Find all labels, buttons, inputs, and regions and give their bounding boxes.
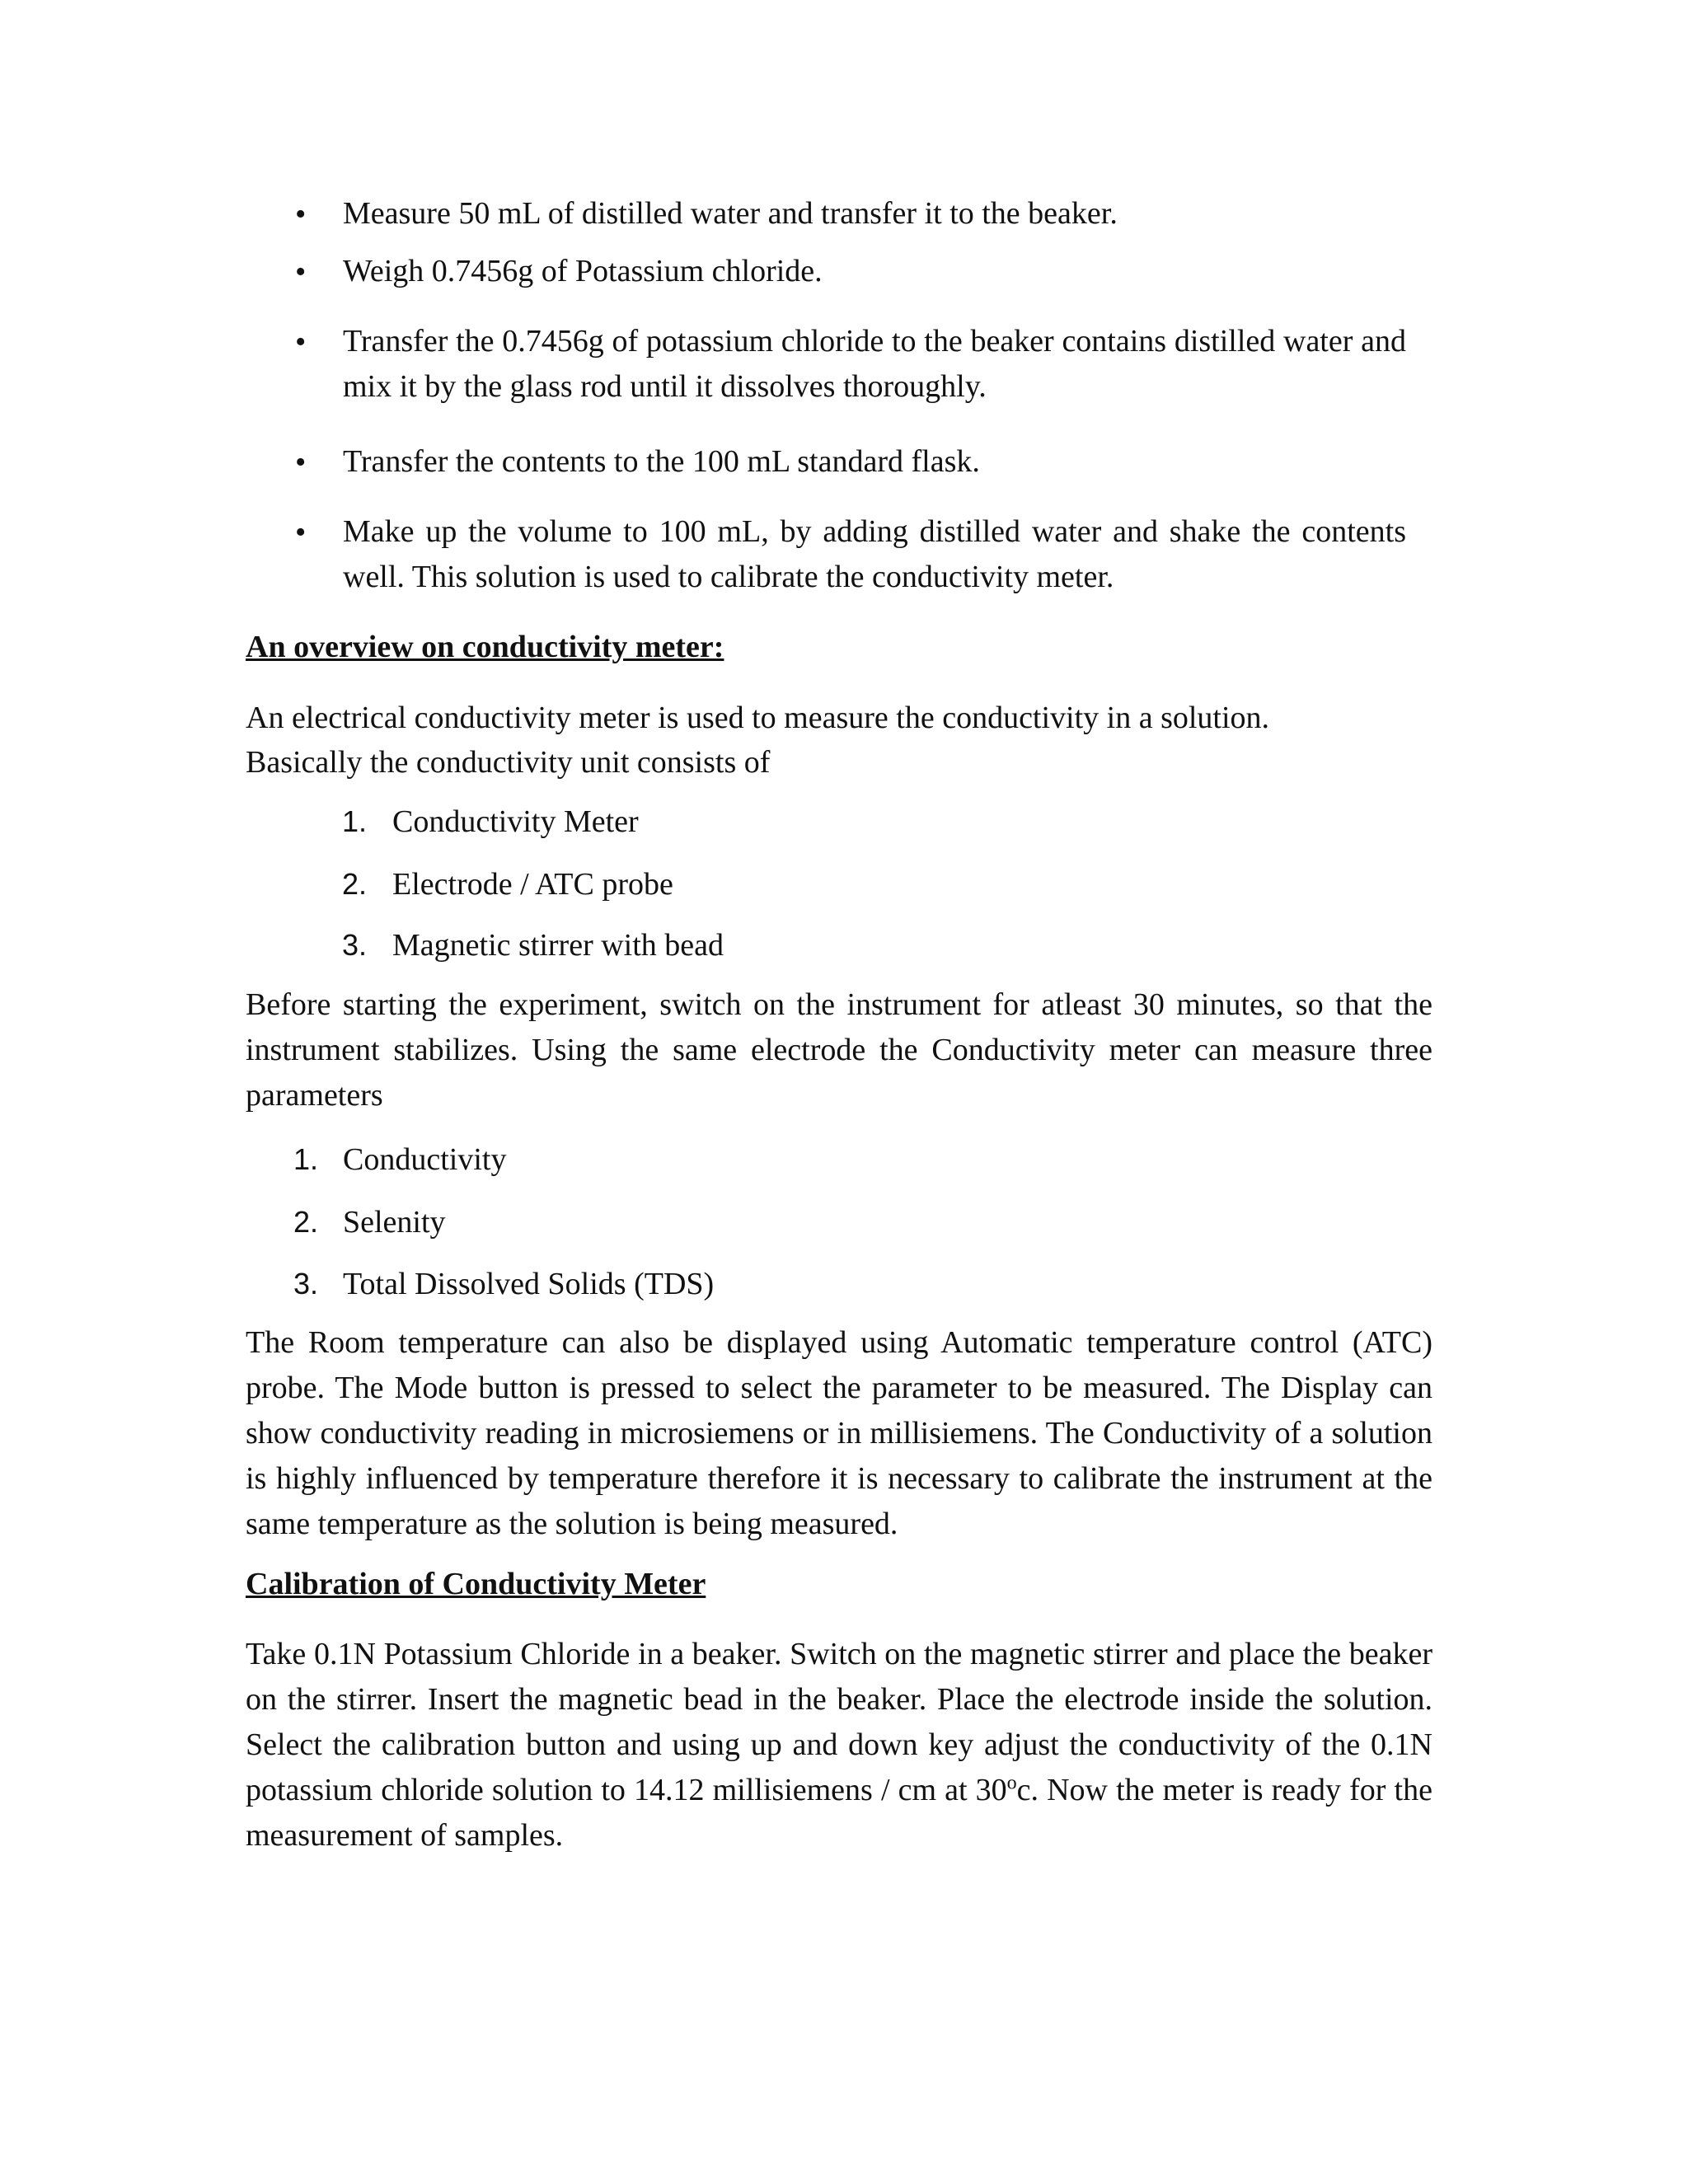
bullet-marker: • bbox=[295, 515, 307, 550]
component-item: Electrode / ATC probe bbox=[392, 867, 673, 902]
calibration-text-main: Take 0.1N Potassium Chloride in a beaker. Switch on the magnetic stirrer and place the beaker on the stirrer. Insert the magnetic bead in the beaker. Place the electrode inside the solution. Select the calibration button and using up and down key adjust the conductivity of the 0.1N potassium chloride solution to 14.12 millisiemens / cm at 30 bbox=[246, 1637, 1432, 1807]
bullet-marker: • bbox=[295, 255, 307, 289]
component-item: Conductivity Meter bbox=[392, 804, 639, 839]
procedure-step-1: Measure 50 mL of distilled water and transfer it to the beaker. bbox=[343, 196, 1118, 231]
parameter-number: 1. bbox=[293, 1142, 319, 1176]
degree-superscript: o bbox=[1006, 1772, 1017, 1794]
overview-paragraph-2: Before starting the experiment, switch on the instrument for atleast 30 minutes, so that the instrument stabilizes. Using the same electrode the Conductivity meter can measure three parameters bbox=[246, 987, 1432, 1113]
procedure-step-4: Transfer the contents to the 100 mL standard flask. bbox=[343, 444, 980, 479]
overview-heading: An overview on conductivity meter: bbox=[246, 630, 724, 664]
parameter-number: 2. bbox=[293, 1205, 319, 1239]
overview-paragraph-3: The Room temperature can also be displayed using Automatic temperature control (ATC) probe. The Mode button is pressed to select the parameter to be measured. The Display can show conductivity reading in microsiemens or in millisiemens. The Conductivity of a solution is highly influenced by temperature therefore it is necessary to calibrate the instrument at the same temperature as the solution is being measured. bbox=[246, 1325, 1432, 1541]
procedure-step-3: Transfer the 0.7456g of potassium chloride to the beaker contains distilled water and mix it by the glass rod until it dissolves thoroughly. bbox=[343, 324, 1406, 404]
component-number: 2. bbox=[342, 867, 368, 901]
overview-intro-line1: An electrical conductivity meter is used to measure the conductivity in a solution. bbox=[246, 701, 1270, 735]
bullet-marker: • bbox=[295, 197, 307, 232]
component-number: 1. bbox=[342, 804, 368, 838]
bullet-marker: • bbox=[295, 325, 307, 359]
procedure-step-5: Make up the volume to 100 mL, by adding distilled water and shake the contents well. This solution is used to calibrate the conductivity meter. bbox=[343, 514, 1406, 594]
calibration-paragraph bbox=[246, 1632, 1432, 1858]
parameter-item: Total Dissolved Solids (TDS) bbox=[343, 1267, 715, 1301]
overview-intro-line2: Basically the conductivity unit consists of bbox=[246, 745, 771, 780]
component-item: Magnetic stirrer with bead bbox=[392, 928, 724, 963]
bullet-marker: • bbox=[295, 445, 307, 480]
parameter-number: 3. bbox=[293, 1267, 319, 1301]
calibration-text-end: c. Now the meter is ready for the measurement of samples. bbox=[246, 1773, 1432, 1853]
procedure-step-2: Weigh 0.7456g of Potassium chloride. bbox=[343, 254, 823, 288]
calibration-heading: Calibration of Conductivity Meter bbox=[246, 1567, 706, 1601]
component-number: 3. bbox=[342, 928, 368, 962]
parameter-item: Conductivity bbox=[343, 1142, 507, 1177]
parameter-item: Selenity bbox=[343, 1205, 446, 1240]
